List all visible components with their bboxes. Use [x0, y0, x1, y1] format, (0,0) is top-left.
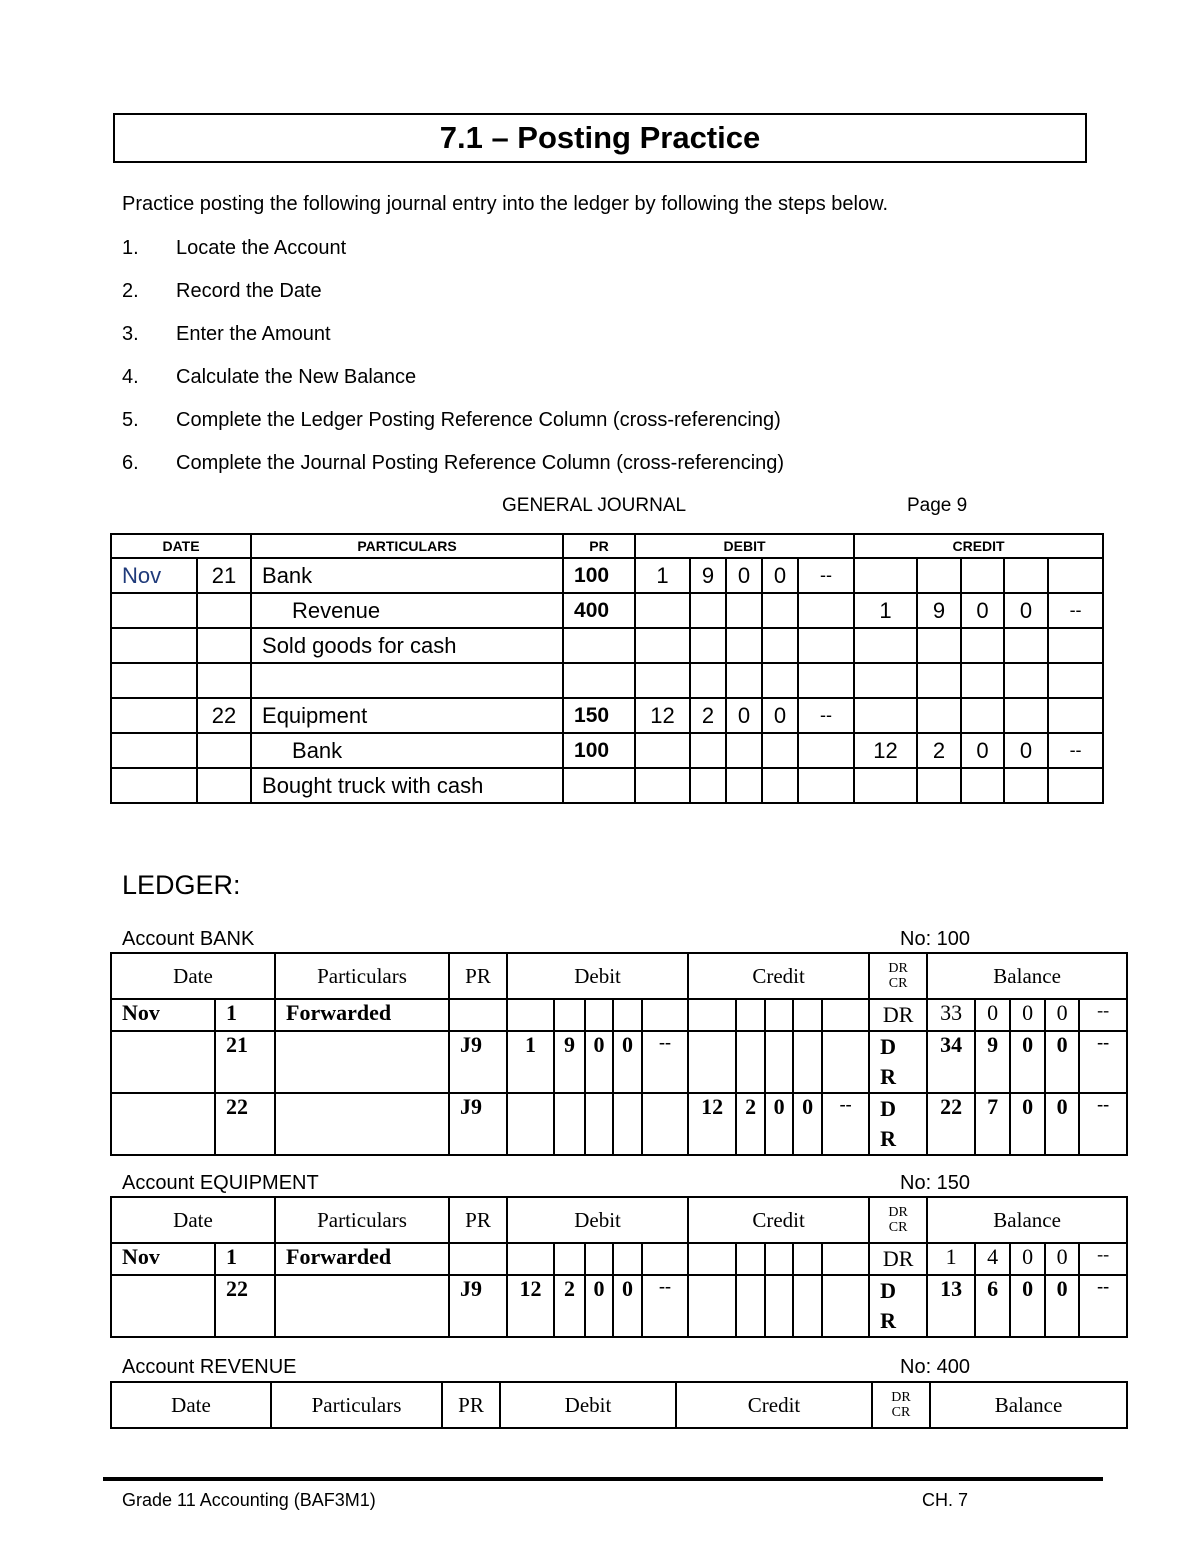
- journal-debit-digit: --: [798, 698, 854, 733]
- journal-debit-digit: 1: [635, 558, 690, 593]
- journal-debit-digit: 0: [762, 558, 798, 593]
- ledger-debit-digit: [554, 1093, 585, 1155]
- ledger-heading: LEDGER:: [122, 870, 241, 900]
- journal-row: [111, 593, 1103, 628]
- step-number: 3.: [122, 323, 139, 345]
- journal-credit-digit: [917, 768, 961, 803]
- ledger-balance-digit: 0: [1010, 1031, 1045, 1093]
- ledger-header-pr: PR: [449, 1197, 507, 1243]
- journal-debit-digit: 0: [762, 698, 798, 733]
- account-name: Account REVENUE: [122, 1356, 297, 1378]
- journal-credit-digit: [917, 558, 961, 593]
- journal-credit-digit: [1004, 698, 1048, 733]
- ledger-pr: J9: [449, 1093, 507, 1155]
- journal-particulars: Revenue: [251, 593, 563, 628]
- ledger-drcr: D R: [869, 1031, 927, 1093]
- ledger-particulars: [275, 1275, 449, 1337]
- ledger-header-pr: PR: [442, 1382, 500, 1428]
- ledger-debit-digit: 9: [554, 1031, 585, 1093]
- journal-credit-digit: --: [1048, 593, 1103, 628]
- ledger-header-cr: CR: [888, 1220, 908, 1235]
- ledger-balance-digit: 0: [1010, 999, 1045, 1031]
- journal-header-particulars: PARTICULARS: [251, 534, 563, 558]
- journal-credit-digit: [1004, 628, 1048, 663]
- ledger-particulars: [275, 1031, 449, 1093]
- journal-header-debit: DEBIT: [635, 534, 854, 558]
- journal-particulars: Sold goods for cash: [251, 628, 563, 663]
- ledger-credit-digit: 0: [765, 1093, 793, 1155]
- journal-row: [111, 558, 1103, 593]
- ledger-balance-digit: 0: [1045, 1031, 1079, 1093]
- ledger-debit-digit: 0: [585, 1275, 613, 1337]
- ledger-debit-digit: [613, 999, 642, 1031]
- ledger-balance-digit: --: [1079, 1275, 1127, 1337]
- journal-header-date: DATE: [111, 534, 251, 558]
- journal-date-day: [197, 768, 251, 803]
- footer-right: CH. 7: [922, 1490, 969, 1510]
- journal-date-day: [197, 733, 251, 768]
- step-item: [122, 409, 1022, 435]
- journal-pr: 100: [563, 558, 635, 593]
- journal-debit-digit: [635, 733, 690, 768]
- journal-credit-digit: 0: [961, 593, 1004, 628]
- ledger-credit-digit: [822, 1031, 869, 1093]
- journal-debit-digit: [690, 593, 726, 628]
- journal-date-month: [111, 698, 197, 733]
- general-journal-table: [110, 533, 1104, 804]
- journal-date-month: [111, 663, 197, 698]
- journal-debit-digit: [690, 628, 726, 663]
- journal-debit-digit: [635, 628, 690, 663]
- ledger-drcr: D R: [869, 1093, 927, 1155]
- account-number: No: 400: [900, 1356, 971, 1378]
- ledger-credit-digit: [793, 1243, 822, 1275]
- ledger-balance-digit: 13: [927, 1275, 975, 1337]
- ledger-balance-digit: 22: [927, 1093, 975, 1155]
- journal-credit-digit: [854, 663, 917, 698]
- journal-credit-digit: [1048, 768, 1103, 803]
- ledger-account-table: [110, 1381, 1128, 1429]
- ledger-debit-digit: 1: [507, 1031, 554, 1093]
- journal-debit-digit: --: [798, 558, 854, 593]
- step-item: [122, 280, 1022, 306]
- journal-credit-digit: 12: [854, 733, 917, 768]
- journal-debit-digit: [635, 768, 690, 803]
- step-text: Calculate the New Balance: [176, 366, 417, 388]
- step-number: 6.: [122, 452, 139, 474]
- ledger-date-day: 1: [215, 1243, 275, 1275]
- journal-debit-digit: [798, 593, 854, 628]
- ledger-credit-digit: [765, 1031, 793, 1093]
- ledger-header-credit: Credit: [688, 953, 869, 999]
- ledger-balance-digit: 7: [975, 1093, 1010, 1155]
- ledger-pr: J9: [449, 1031, 507, 1093]
- ledger-header-particulars: Particulars: [275, 1197, 449, 1243]
- journal-particulars: Equipment: [251, 698, 563, 733]
- intro-text: Practice posting the following journal entry into the ledger by following the steps below.: [122, 193, 889, 215]
- ledger-header-date: Date: [111, 1197, 275, 1243]
- ledger-date-day: 22: [215, 1275, 275, 1337]
- step-number: 5.: [122, 409, 139, 431]
- ledger-credit-digit: 0: [793, 1093, 822, 1155]
- ledger-credit-digit: [736, 1031, 765, 1093]
- ledger-debit-digit: [507, 1093, 554, 1155]
- journal-debit-digit: [762, 733, 798, 768]
- journal-credit-digit: [961, 698, 1004, 733]
- ledger-date-day: 21: [215, 1031, 275, 1093]
- ledger-header-debit: Debit: [507, 953, 688, 999]
- step-item: [122, 366, 1022, 392]
- ledger-pr: J9: [449, 1275, 507, 1337]
- journal-title: GENERAL JOURNAL: [502, 495, 687, 516]
- ledger-balance-digit: 0: [1045, 999, 1079, 1031]
- account-number: No: 150: [900, 1172, 971, 1194]
- journal-debit-digit: [726, 593, 762, 628]
- ledger-credit-digit: [736, 1275, 765, 1337]
- ledger-row: [111, 1093, 1127, 1155]
- ledger-header-row: [111, 1382, 1127, 1428]
- journal-row: [111, 698, 1103, 733]
- ledger-credit-digit: [793, 1275, 822, 1337]
- ledger-header-drcr: [869, 953, 927, 999]
- ledger-header-balance: Balance: [930, 1382, 1127, 1428]
- ledger-debit-digit: [507, 1243, 554, 1275]
- ledger-date-month: Nov: [111, 1243, 215, 1275]
- ledger-account-table: [110, 1196, 1128, 1338]
- journal-pr: 150: [563, 698, 635, 733]
- ledger-balance-digit: 6: [975, 1275, 1010, 1337]
- ledger-balance-digit: --: [1079, 1243, 1127, 1275]
- ledger-balance-digit: --: [1079, 1093, 1127, 1155]
- ledger-row: [111, 1243, 1127, 1275]
- ledger-header-debit: Debit: [500, 1382, 676, 1428]
- ledger-header-pr: PR: [449, 953, 507, 999]
- journal-credit-digit: [854, 628, 917, 663]
- journal-date-month: [111, 768, 197, 803]
- journal-credit-digit: [854, 558, 917, 593]
- ledger-header-cr: CR: [891, 1405, 911, 1420]
- journal-debit-digit: 0: [726, 558, 762, 593]
- journal-date-day: [197, 663, 251, 698]
- ledger-debit-digit: --: [642, 1275, 688, 1337]
- step-item: [122, 237, 1022, 263]
- ledger-header-row: [111, 953, 1127, 999]
- ledger-row: [111, 1275, 1127, 1337]
- ledger-debit-digit: [613, 1093, 642, 1155]
- journal-credit-digit: [1004, 768, 1048, 803]
- journal-date-month: Nov: [111, 558, 197, 593]
- journal-pr: [563, 663, 635, 698]
- journal-debit-digit: [690, 733, 726, 768]
- journal-pr: 400: [563, 593, 635, 628]
- step-item: [122, 323, 1022, 349]
- ledger-header-particulars: Particulars: [275, 953, 449, 999]
- ledger-debit-digit: 2: [554, 1275, 585, 1337]
- journal-debit-digit: [690, 663, 726, 698]
- journal-date-day: [197, 593, 251, 628]
- journal-header-row: [111, 534, 1103, 558]
- journal-credit-digit: [961, 558, 1004, 593]
- journal-credit-digit: [854, 768, 917, 803]
- ledger-debit-digit: [585, 999, 613, 1031]
- ledger-credit-digit: [822, 1243, 869, 1275]
- journal-credit-digit: [961, 628, 1004, 663]
- journal-debit-digit: 0: [726, 698, 762, 733]
- journal-particulars: [251, 663, 563, 698]
- ledger-drcr: DR: [869, 1243, 927, 1275]
- page-title: 7.1 – Posting Practice: [113, 113, 1087, 163]
- journal-date-day: 22: [197, 698, 251, 733]
- journal-credit-digit: [961, 768, 1004, 803]
- ledger-debit-digit: [613, 1243, 642, 1275]
- journal-header-pr: PR: [563, 534, 635, 558]
- journal-credit-digit: 0: [1004, 593, 1048, 628]
- ledger-credit-digit: [822, 999, 869, 1031]
- journal-credit-digit: [917, 628, 961, 663]
- ledger-balance-digit: 34: [927, 1031, 975, 1093]
- ledger-header-debit: Debit: [507, 1197, 688, 1243]
- ledger-credit-digit: [765, 1275, 793, 1337]
- ledger-debit-digit: [642, 999, 688, 1031]
- journal-debit-digit: [635, 663, 690, 698]
- journal-date-month: [111, 733, 197, 768]
- ledger-header-dr: DR: [888, 1205, 908, 1220]
- journal-credit-digit: 9: [917, 593, 961, 628]
- ledger-balance-digit: 1: [927, 1243, 975, 1275]
- ledger-credit-digit: [793, 999, 822, 1031]
- ledger-date-day: 1: [215, 999, 275, 1031]
- ledger-date-day: 22: [215, 1093, 275, 1155]
- journal-credit-digit: [961, 663, 1004, 698]
- ledger-balance-digit: --: [1079, 1031, 1127, 1093]
- ledger-credit-digit: [688, 1243, 736, 1275]
- ledger-header-date: Date: [111, 953, 275, 999]
- ledger-header-drcr: [869, 1197, 927, 1243]
- ledger-date-month: [111, 1275, 215, 1337]
- step-text: Locate the Account: [176, 237, 347, 259]
- ledger-debit-digit: 0: [585, 1031, 613, 1093]
- ledger-particulars: [275, 1093, 449, 1155]
- step-number: 1.: [122, 237, 139, 259]
- step-text: Record the Date: [176, 280, 322, 302]
- journal-row: [111, 663, 1103, 698]
- journal-particulars: Bought truck with cash: [251, 768, 563, 803]
- journal-debit-digit: [690, 768, 726, 803]
- ledger-balance-digit: 0: [1045, 1093, 1079, 1155]
- ledger-credit-digit: --: [822, 1093, 869, 1155]
- journal-credit-digit: 0: [961, 733, 1004, 768]
- ledger-particulars: Forwarded: [275, 999, 449, 1031]
- journal-pr: [563, 628, 635, 663]
- ledger-debit-digit: 0: [613, 1275, 642, 1337]
- journal-credit-digit: 2: [917, 733, 961, 768]
- ledger-credit-digit: 2: [736, 1093, 765, 1155]
- ledger-balance-digit: 33: [927, 999, 975, 1031]
- journal-debit-digit: 2: [690, 698, 726, 733]
- ledger-credit-digit: [688, 999, 736, 1031]
- footer-left: Grade 11 Accounting (BAF3M1): [122, 1490, 376, 1510]
- journal-date-day: 21: [197, 558, 251, 593]
- ledger-debit-digit: [554, 1243, 585, 1275]
- ledger-balance-digit: 0: [975, 999, 1010, 1031]
- journal-date-month: [111, 593, 197, 628]
- journal-date-month: [111, 628, 197, 663]
- ledger-date-month: Nov: [111, 999, 215, 1031]
- ledger-credit-digit: [736, 1243, 765, 1275]
- journal-credit-digit: 0: [1004, 733, 1048, 768]
- journal-credit-digit: [1004, 663, 1048, 698]
- step-text: Complete the Journal Posting Reference Column (cross-referencing): [176, 452, 785, 474]
- ledger-header-cr: CR: [888, 976, 908, 991]
- step-number: 4.: [122, 366, 139, 388]
- ledger-balance-digit: 9: [975, 1031, 1010, 1093]
- journal-credit-digit: 1: [854, 593, 917, 628]
- journal-row: [111, 628, 1103, 663]
- journal-particulars: Bank: [251, 733, 563, 768]
- account-name: Account BANK: [122, 928, 255, 950]
- ledger-balance-digit: 0: [1010, 1093, 1045, 1155]
- journal-pr: [563, 768, 635, 803]
- journal-credit-digit: [1048, 698, 1103, 733]
- ledger-pr: [449, 999, 507, 1031]
- ledger-debit-digit: [642, 1093, 688, 1155]
- ledger-balance-digit: 0: [1010, 1243, 1045, 1275]
- ledger-date-month: [111, 1031, 215, 1093]
- ledger-drcr: D R: [869, 1275, 927, 1337]
- ledger-credit-digit: 12: [688, 1093, 736, 1155]
- ledger-debit-digit: 0: [613, 1031, 642, 1093]
- journal-page: Page 9: [907, 495, 968, 516]
- journal-credit-digit: [1048, 558, 1103, 593]
- ledger-debit-digit: 12: [507, 1275, 554, 1337]
- ledger-header-drcr: [872, 1382, 930, 1428]
- ledger-balance-digit: --: [1079, 999, 1127, 1031]
- journal-debit-digit: 9: [690, 558, 726, 593]
- journal-debit-digit: [726, 663, 762, 698]
- ledger-credit-digit: [822, 1275, 869, 1337]
- ledger-debit-digit: [585, 1243, 613, 1275]
- ledger-debit-digit: [507, 999, 554, 1031]
- ledger-credit-digit: [765, 999, 793, 1031]
- account-label: [122, 928, 1122, 952]
- journal-debit-digit: [726, 733, 762, 768]
- ledger-header-row: [111, 1197, 1127, 1243]
- journal-row: [111, 768, 1103, 803]
- account-number: No: 100: [900, 928, 971, 950]
- journal-credit-digit: [1048, 628, 1103, 663]
- journal-credit-digit: [854, 698, 917, 733]
- ledger-debit-digit: [554, 999, 585, 1031]
- footer-rule: [103, 1477, 1103, 1481]
- ledger-debit-digit: --: [642, 1031, 688, 1093]
- ledger-header-dr: DR: [888, 961, 908, 976]
- step-number: 2.: [122, 280, 139, 302]
- ledger-balance-digit: 4: [975, 1243, 1010, 1275]
- journal-debit-digit: [798, 628, 854, 663]
- journal-debit-digit: [762, 663, 798, 698]
- ledger-credit-digit: [736, 999, 765, 1031]
- ledger-debit-digit: [642, 1243, 688, 1275]
- ledger-header-date: Date: [111, 1382, 271, 1428]
- journal-credit-digit: [917, 663, 961, 698]
- ledger-row: [111, 1031, 1127, 1093]
- ledger-header-balance: Balance: [927, 1197, 1127, 1243]
- journal-debit-digit: [635, 593, 690, 628]
- ledger-header-dr: DR: [891, 1390, 911, 1405]
- journal-particulars: Bank: [251, 558, 563, 593]
- journal-debit-digit: [762, 768, 798, 803]
- account-name: Account EQUIPMENT: [122, 1172, 319, 1194]
- journal-pr: 100: [563, 733, 635, 768]
- ledger-pr: [449, 1243, 507, 1275]
- journal-debit-digit: [762, 593, 798, 628]
- ledger-balance-digit: 0: [1010, 1275, 1045, 1337]
- journal-header-credit: CREDIT: [854, 534, 1103, 558]
- ledger-account-table: [110, 952, 1128, 1156]
- account-label: [122, 1356, 1122, 1380]
- ledger-credit-digit: [688, 1031, 736, 1093]
- journal-debit-digit: [798, 733, 854, 768]
- ledger-credit-digit: [688, 1275, 736, 1337]
- ledger-balance-digit: 0: [1045, 1243, 1079, 1275]
- journal-debit-digit: [798, 663, 854, 698]
- journal-debit-digit: 12: [635, 698, 690, 733]
- ledger-balance-digit: 0: [1045, 1275, 1079, 1337]
- journal-debit-digit: [726, 628, 762, 663]
- journal-debit-digit: [798, 768, 854, 803]
- ledger-debit-digit: [585, 1093, 613, 1155]
- journal-credit-digit: [1004, 558, 1048, 593]
- ledger-header-balance: Balance: [927, 953, 1127, 999]
- step-text: Enter the Amount: [176, 323, 331, 345]
- journal-credit-digit: --: [1048, 733, 1103, 768]
- ledger-drcr: DR: [869, 999, 927, 1031]
- step-item: [122, 452, 1022, 478]
- ledger-credit-digit: [765, 1243, 793, 1275]
- ledger-credit-digit: [793, 1031, 822, 1093]
- journal-row: [111, 733, 1103, 768]
- ledger-particulars: Forwarded: [275, 1243, 449, 1275]
- journal-debit-digit: [726, 768, 762, 803]
- ledger-header-credit: Credit: [688, 1197, 869, 1243]
- ledger-date-month: [111, 1093, 215, 1155]
- journal-credit-digit: [1048, 663, 1103, 698]
- journal-credit-digit: [917, 698, 961, 733]
- ledger-header-credit: Credit: [676, 1382, 872, 1428]
- journal-debit-digit: [762, 628, 798, 663]
- account-label: [122, 1172, 1122, 1196]
- ledger-header-particulars: Particulars: [271, 1382, 442, 1428]
- journal-date-day: [197, 628, 251, 663]
- ledger-row: [111, 999, 1127, 1031]
- step-text: Complete the Ledger Posting Reference Column (cross-referencing): [176, 409, 781, 431]
